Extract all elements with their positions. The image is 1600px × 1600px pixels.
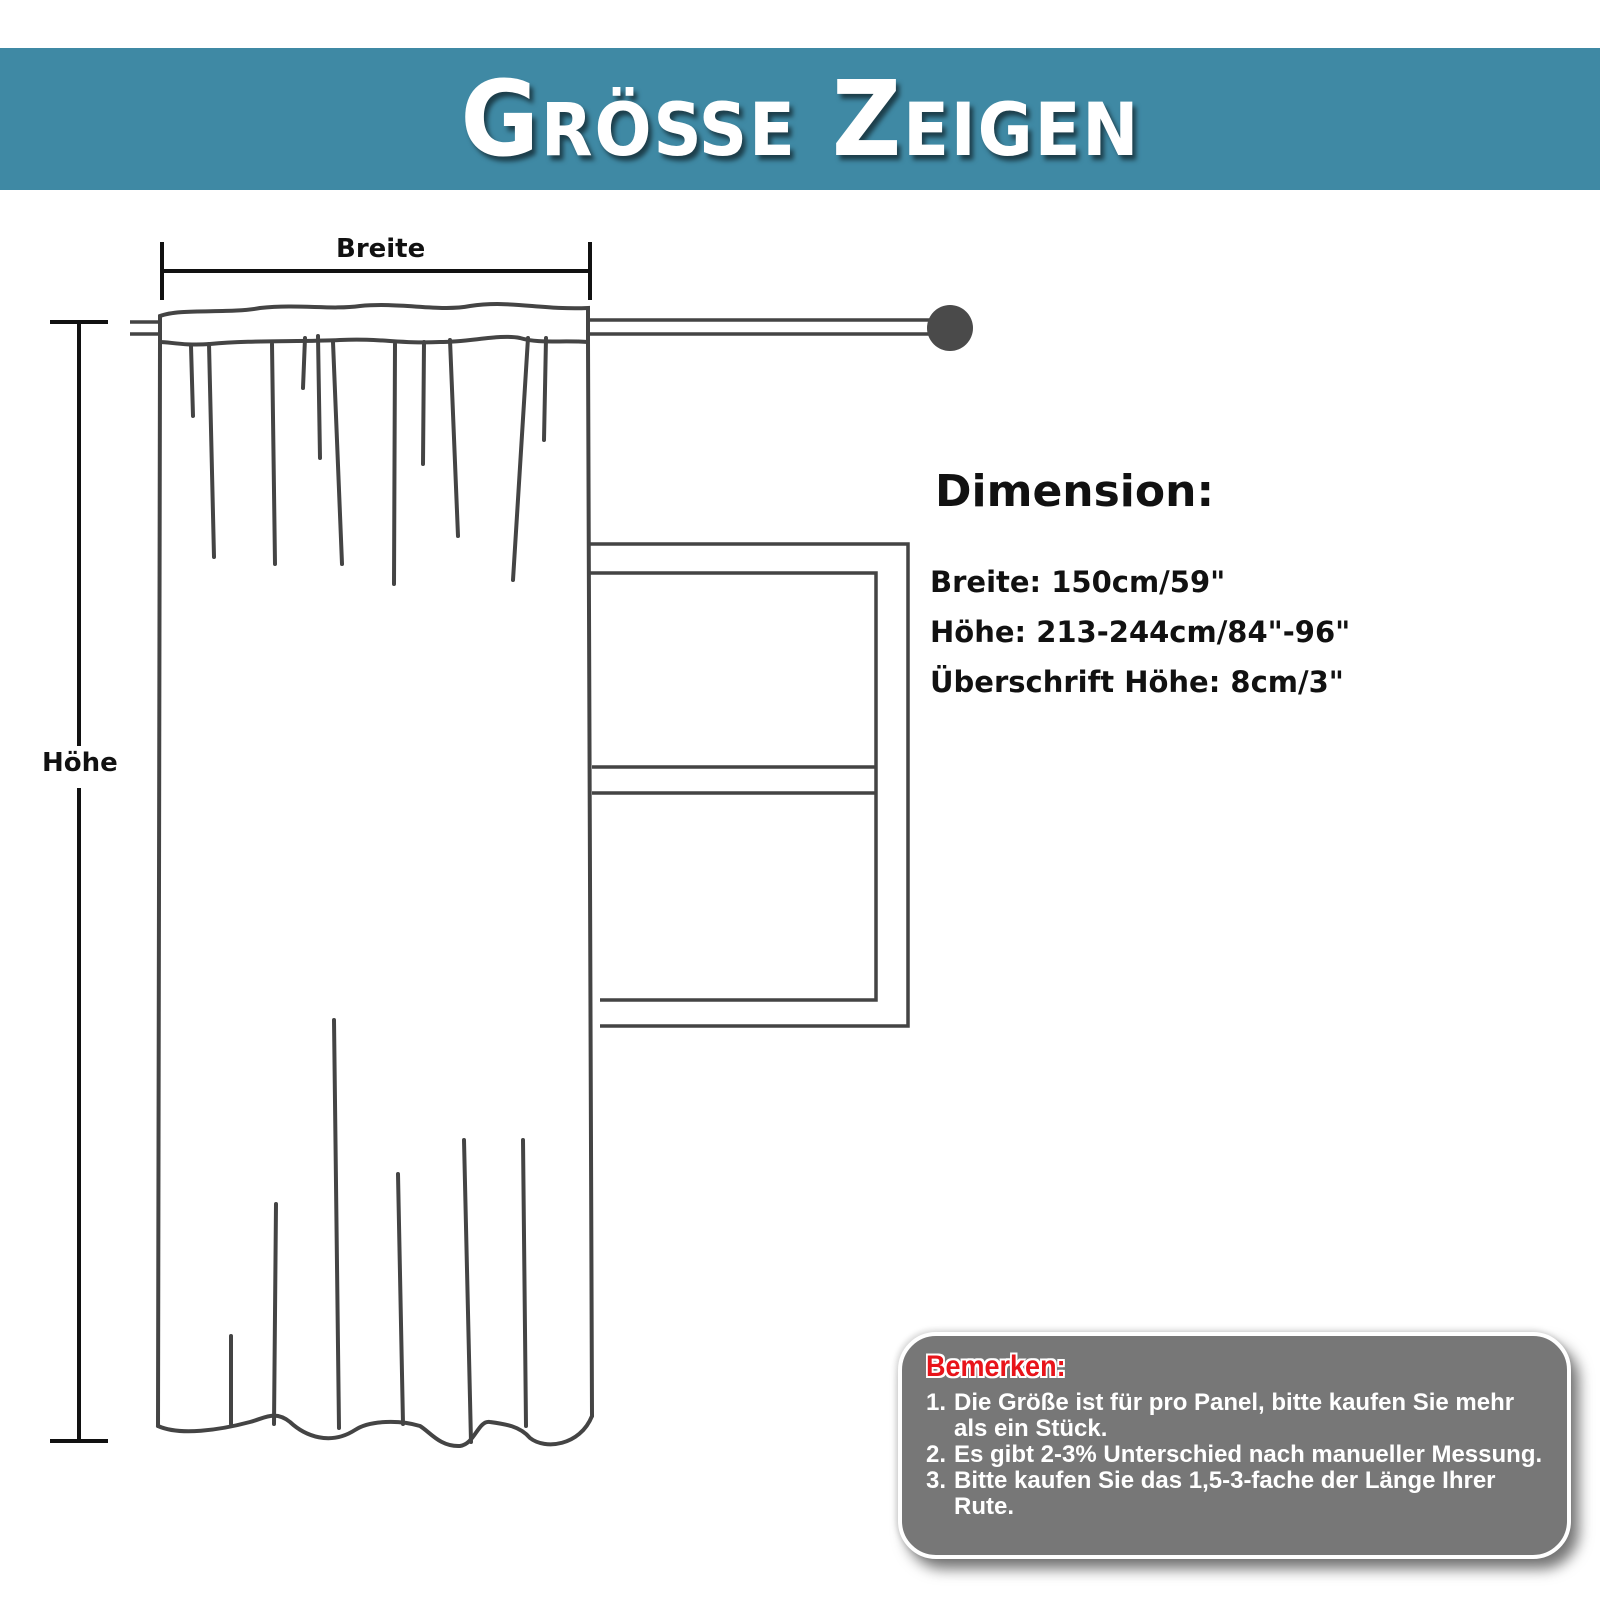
- dimension-header-height: Überschrift Höhe: 8cm/3": [930, 665, 1344, 699]
- dimension-list: [930, 562, 1350, 712]
- width-label: Breite: [336, 234, 426, 264]
- note-item: [926, 1442, 1549, 1468]
- note-text: Die Größe ist für pro Panel, bitte kaufen Sie mehr als ein Stück.: [954, 1389, 1515, 1442]
- notes-box: [898, 1332, 1571, 1559]
- height-label: Höhe: [42, 748, 118, 778]
- note-item: [926, 1468, 1549, 1520]
- notes-title: Bemerken:: [926, 1350, 1066, 1383]
- page-title: Größe Zeigen: [460, 58, 1140, 180]
- curtain-rod: [130, 320, 935, 334]
- note-item: [926, 1390, 1549, 1442]
- window-frame: [590, 544, 908, 1026]
- note-number: 1.: [926, 1389, 947, 1416]
- dimension-width: Breite: 150cm/59": [930, 565, 1226, 599]
- note-text: Es gibt 2-3% Unterschied nach manueller Messung.: [954, 1441, 1543, 1468]
- dimension-heading: Dimension:: [935, 466, 1215, 517]
- curtain-panel: [158, 304, 592, 1446]
- rod-finial-icon: [927, 305, 973, 351]
- note-number: 2.: [926, 1441, 947, 1468]
- dimension-height: Höhe: 213-244cm/84"-96": [930, 615, 1351, 649]
- height-dimension-arrow: [50, 322, 108, 1441]
- note-number: 3.: [926, 1467, 947, 1494]
- note-text: Bitte kaufen Sie das 1,5-3-fache der Länge Ihrer Rute.: [954, 1467, 1496, 1520]
